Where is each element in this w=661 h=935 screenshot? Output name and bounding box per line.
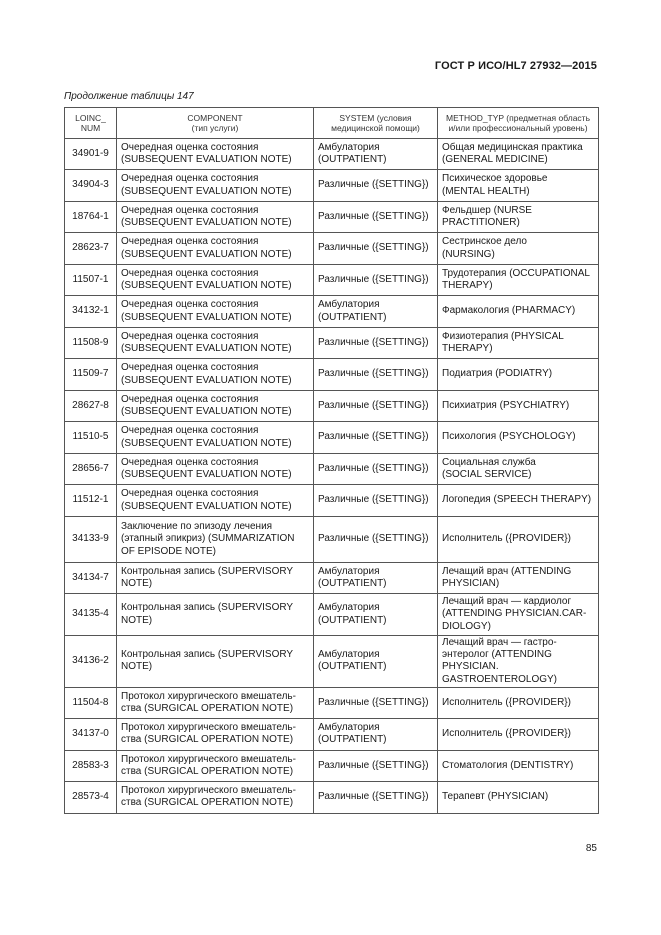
cell-line: Контрольная запись (SUPERVISORY bbox=[121, 565, 294, 577]
cell-line: Лечащий врач — гастро- bbox=[442, 637, 557, 648]
cell-component bbox=[117, 296, 314, 328]
cell-line: (SUBSEQUENT EVALUATION NOTE) bbox=[121, 185, 292, 197]
cell-method-typ bbox=[438, 636, 599, 688]
cell-line: (OUTPATIENT) bbox=[318, 614, 387, 626]
cell-system bbox=[314, 359, 438, 391]
table-row bbox=[65, 563, 599, 594]
table-row bbox=[65, 170, 599, 202]
cell-line: PRACTITIONER) bbox=[442, 217, 520, 228]
cell-line: (NURSING) bbox=[442, 248, 495, 260]
cell-method-typ bbox=[438, 265, 599, 296]
cell-loinc-num: 34904-3 bbox=[65, 170, 117, 202]
cell-loinc-num: 28583-3 bbox=[65, 750, 117, 781]
cell-method-typ bbox=[438, 750, 599, 781]
cell-line: DIOLOGY) bbox=[442, 620, 491, 632]
cell-method-typ bbox=[438, 139, 599, 170]
cell-line: Амбулатория bbox=[318, 602, 380, 614]
cell-line: Протокол хирургического вмешатель- bbox=[121, 722, 296, 734]
cell-system bbox=[314, 750, 438, 781]
cell-line: (SUBSEQUENT EVALUATION NOTE) bbox=[121, 248, 292, 260]
cell-line: (SUBSEQUENT EVALUATION NOTE) bbox=[121, 469, 292, 480]
cell-line: Лечащий врач — кардиолог bbox=[442, 596, 572, 608]
cell-line: (SUBSEQUENT EVALUATION NOTE) bbox=[121, 280, 292, 291]
cell-line: Контрольная запись (SUPERVISORY bbox=[121, 602, 294, 614]
cell-line: Подиатрия (PODIATRY) bbox=[442, 368, 553, 380]
cell-line: Различные ({SETTING}) bbox=[318, 210, 429, 222]
cell-component bbox=[117, 422, 314, 454]
cell-component bbox=[117, 328, 314, 359]
cell-line: NOTE) bbox=[121, 661, 153, 673]
cell-method-typ bbox=[438, 454, 599, 485]
cell-system bbox=[314, 265, 438, 296]
table-row bbox=[65, 687, 599, 718]
cell-method-typ bbox=[438, 594, 599, 636]
cell-line: Очередная оценка состояния bbox=[121, 330, 259, 342]
table-row bbox=[65, 391, 599, 422]
document-code: ГОСТ Р ИСО/HL7 27932—2015 bbox=[434, 60, 597, 72]
cell-component bbox=[117, 359, 314, 391]
cell-system bbox=[314, 485, 438, 517]
cell-loinc-num: 28627-8 bbox=[65, 391, 117, 422]
cell-system bbox=[314, 328, 438, 359]
cell-line: Амбулатория bbox=[318, 299, 380, 311]
cell-line: Психическое здоровье bbox=[442, 173, 548, 185]
cell-system bbox=[314, 422, 438, 454]
cell-system bbox=[314, 563, 438, 594]
cell-system bbox=[314, 170, 438, 202]
cell-component bbox=[117, 517, 314, 563]
table-body bbox=[65, 139, 599, 814]
cell-method-typ bbox=[438, 422, 599, 454]
cell-line: Различные ({SETTING}) bbox=[318, 242, 429, 254]
cell-line: (GENERAL MEDICINE) bbox=[442, 154, 548, 165]
cell-line: Очередная оценка состояния bbox=[121, 488, 259, 500]
cell-system bbox=[314, 718, 438, 750]
cell-line: Исполнитель ({PROVIDER}) bbox=[442, 696, 571, 708]
header-component: COMPONENT (тип услуги) bbox=[117, 108, 314, 139]
cell-line: Физиотерапия (PHYSICAL bbox=[442, 330, 564, 342]
cell-line: Амбулатория bbox=[318, 565, 380, 577]
cell-line: Очередная оценка состояния bbox=[121, 393, 259, 405]
cell-line: ства (SURGICAL OPERATION NOTE) bbox=[121, 797, 294, 809]
cell-line: Заключение по эпизоду лечения bbox=[121, 521, 273, 533]
cell-line: (OUTPATIENT) bbox=[318, 311, 387, 323]
table-row bbox=[65, 359, 599, 391]
cell-line: ства (SURGICAL OPERATION NOTE) bbox=[121, 734, 294, 746]
cell-component bbox=[117, 139, 314, 170]
cell-line: Различные ({SETTING}) bbox=[318, 462, 429, 474]
table-row bbox=[65, 636, 599, 688]
cell-loinc-num: 28623-7 bbox=[65, 233, 117, 265]
cell-line: THERAPY) bbox=[442, 280, 493, 291]
cell-component bbox=[117, 202, 314, 233]
cell-line: Исполнитель ({PROVIDER}) bbox=[442, 533, 571, 545]
cell-line: (SUBSEQUENT EVALUATION NOTE) bbox=[121, 311, 292, 323]
cell-method-typ bbox=[438, 563, 599, 594]
table-row bbox=[65, 265, 599, 296]
cell-component bbox=[117, 781, 314, 813]
cell-line: Различные ({SETTING}) bbox=[318, 696, 429, 708]
cell-loinc-num: 11510-5 bbox=[65, 422, 117, 454]
table-continuation-caption: Продолжение таблицы 147 bbox=[64, 91, 194, 102]
cell-line: Различные ({SETTING}) bbox=[318, 533, 429, 545]
header-system: SYSTEM (условия медицинской помощи) bbox=[314, 108, 438, 139]
cell-line: Логопедия (SPEECH THERAPY) bbox=[442, 494, 592, 506]
table-row bbox=[65, 422, 599, 454]
cell-loinc-num: 34137-0 bbox=[65, 718, 117, 750]
cell-line: (OUTPATIENT) bbox=[318, 661, 387, 673]
cell-line: (этапный эпикриз) (SUMMARIZATION bbox=[121, 533, 295, 545]
cell-method-typ bbox=[438, 328, 599, 359]
cell-line: (OUTPATIENT) bbox=[318, 734, 387, 746]
cell-line: PHYSICIAN) bbox=[442, 578, 500, 589]
table-row bbox=[65, 454, 599, 485]
cell-line: (SUBSEQUENT EVALUATION NOTE) bbox=[121, 343, 292, 354]
table-row bbox=[65, 139, 599, 170]
cell-loinc-num: 11504-8 bbox=[65, 687, 117, 718]
cell-component bbox=[117, 563, 314, 594]
cell-method-typ bbox=[438, 687, 599, 718]
cell-line: PHYSICIAN. bbox=[442, 661, 499, 673]
cell-line: Очередная оценка состояния bbox=[121, 236, 259, 248]
cell-line: Фармакология (PHARMACY) bbox=[442, 305, 576, 317]
loinc-table bbox=[64, 107, 599, 814]
cell-line: Стоматология (DENTISTRY) bbox=[442, 759, 574, 771]
cell-component bbox=[117, 718, 314, 750]
cell-line: (SUBSEQUENT EVALUATION NOTE) bbox=[121, 374, 292, 386]
cell-component bbox=[117, 265, 314, 296]
cell-loinc-num: 34135-4 bbox=[65, 594, 117, 636]
cell-line: Амбулатория bbox=[318, 649, 380, 661]
table-row bbox=[65, 233, 599, 265]
cell-line: ства (SURGICAL OPERATION NOTE) bbox=[121, 765, 294, 777]
cell-line: Фельдшер (NURSE bbox=[442, 204, 532, 216]
table-row bbox=[65, 718, 599, 750]
cell-component bbox=[117, 594, 314, 636]
cell-line: Общая медицинская практика bbox=[442, 141, 583, 153]
cell-line: Различные ({SETTING}) bbox=[318, 368, 429, 380]
cell-method-typ bbox=[438, 485, 599, 517]
cell-system bbox=[314, 296, 438, 328]
cell-system bbox=[314, 454, 438, 485]
cell-line: NOTE) bbox=[121, 578, 153, 589]
cell-line: Очередная оценка состояния bbox=[121, 141, 259, 153]
cell-line: Протокол хирургического вмешатель- bbox=[121, 690, 296, 702]
cell-method-typ bbox=[438, 781, 599, 813]
cell-component bbox=[117, 636, 314, 688]
cell-line: ства (SURGICAL OPERATION NOTE) bbox=[121, 702, 294, 714]
cell-system bbox=[314, 781, 438, 813]
cell-system bbox=[314, 391, 438, 422]
cell-component bbox=[117, 233, 314, 265]
cell-method-typ bbox=[438, 233, 599, 265]
cell-method-typ bbox=[438, 718, 599, 750]
table-row bbox=[65, 202, 599, 233]
cell-component bbox=[117, 750, 314, 781]
cell-component bbox=[117, 485, 314, 517]
cell-line: Амбулатория bbox=[318, 141, 380, 153]
cell-loinc-num: 11509-7 bbox=[65, 359, 117, 391]
cell-loinc-num: 34901-9 bbox=[65, 139, 117, 170]
cell-method-typ bbox=[438, 517, 599, 563]
cell-line: (SUBSEQUENT EVALUATION NOTE) bbox=[121, 437, 292, 449]
cell-line: Сестринское дело bbox=[442, 236, 527, 248]
cell-loinc-num: 18764-1 bbox=[65, 202, 117, 233]
cell-component bbox=[117, 391, 314, 422]
page-number: 85 bbox=[585, 843, 597, 854]
cell-loinc-num: 34132-1 bbox=[65, 296, 117, 328]
cell-system bbox=[314, 594, 438, 636]
cell-loinc-num: 11512-1 bbox=[65, 485, 117, 517]
cell-system bbox=[314, 139, 438, 170]
cell-line: Различные ({SETTING}) bbox=[318, 791, 429, 803]
cell-loinc-num: 28573-4 bbox=[65, 781, 117, 813]
cell-system bbox=[314, 517, 438, 563]
cell-line: Различные ({SETTING}) bbox=[318, 399, 429, 411]
cell-line: (SUBSEQUENT EVALUATION NOTE) bbox=[121, 217, 292, 228]
cell-line: Психология (PSYCHOLOGY) bbox=[442, 431, 576, 443]
cell-line: GASTROENTEROLOGY) bbox=[442, 673, 558, 685]
cell-line: Очередная оценка состояния bbox=[121, 299, 259, 311]
table-row bbox=[65, 296, 599, 328]
table-row bbox=[65, 594, 599, 636]
table-row bbox=[65, 485, 599, 517]
cell-line: Очередная оценка состояния bbox=[121, 204, 259, 216]
cell-line: OF EPISODE NOTE) bbox=[121, 545, 217, 557]
cell-line: Исполнитель ({PROVIDER}) bbox=[442, 728, 571, 740]
cell-loinc-num: 34136-2 bbox=[65, 636, 117, 688]
cell-line: (OUTPATIENT) bbox=[318, 154, 387, 165]
header-method-typ: METHOD_TYP (предметная область и/или профессиональный уровень) bbox=[438, 108, 599, 139]
cell-loinc-num: 11507-1 bbox=[65, 265, 117, 296]
cell-loinc-num: 11508-9 bbox=[65, 328, 117, 359]
cell-component bbox=[117, 687, 314, 718]
table-row bbox=[65, 750, 599, 781]
cell-component bbox=[117, 170, 314, 202]
cell-loinc-num: 34134-7 bbox=[65, 563, 117, 594]
cell-line: Протокол хирургического вмешатель- bbox=[121, 753, 296, 765]
cell-line: (OUTPATIENT) bbox=[318, 578, 387, 589]
cell-line: Трудотерапия (OCCUPATIONAL bbox=[442, 267, 590, 279]
table-row bbox=[65, 517, 599, 563]
cell-system bbox=[314, 636, 438, 688]
table-row bbox=[65, 328, 599, 359]
cell-line: (SUBSEQUENT EVALUATION NOTE) bbox=[121, 154, 292, 165]
cell-line: Различные ({SETTING}) bbox=[318, 179, 429, 191]
cell-line: Очередная оценка состояния bbox=[121, 362, 259, 374]
cell-method-typ bbox=[438, 391, 599, 422]
cell-line: NOTE) bbox=[121, 614, 153, 626]
cell-line: Различные ({SETTING}) bbox=[318, 273, 429, 285]
cell-method-typ bbox=[438, 170, 599, 202]
cell-system bbox=[314, 202, 438, 233]
cell-line: Контрольная запись (SUPERVISORY bbox=[121, 649, 294, 661]
cell-method-typ bbox=[438, 296, 599, 328]
cell-line: THERAPY) bbox=[442, 343, 493, 354]
cell-system bbox=[314, 687, 438, 718]
cell-line: Психиатрия (PSYCHIATRY) bbox=[442, 399, 570, 411]
cell-method-typ bbox=[438, 359, 599, 391]
cell-line: Очередная оценка состояния bbox=[121, 456, 259, 468]
table-header-row bbox=[65, 108, 599, 139]
cell-line: (ATTENDING PHYSICIAN.CAR- bbox=[442, 608, 587, 620]
cell-line: Различные ({SETTING}) bbox=[318, 431, 429, 443]
cell-method-typ bbox=[438, 202, 599, 233]
table-row bbox=[65, 781, 599, 813]
cell-line: Различные ({SETTING}) bbox=[318, 494, 429, 506]
cell-line: (SUBSEQUENT EVALUATION NOTE) bbox=[121, 500, 292, 512]
cell-line: (MENTAL HEALTH) bbox=[442, 185, 530, 197]
cell-line: Протокол хирургического вмешатель- bbox=[121, 785, 296, 797]
cell-system bbox=[314, 233, 438, 265]
cell-loinc-num: 28656-7 bbox=[65, 454, 117, 485]
cell-line: Различные ({SETTING}) bbox=[318, 759, 429, 771]
cell-line: Очередная оценка состояния bbox=[121, 425, 259, 437]
cell-line: Различные ({SETTING}) bbox=[318, 336, 429, 348]
cell-line: Очередная оценка состояния bbox=[121, 173, 259, 185]
cell-line: Терапевт (PHYSICIAN) bbox=[442, 791, 549, 803]
cell-line: Очередная оценка состояния bbox=[121, 267, 259, 279]
cell-line: Амбулатория bbox=[318, 722, 380, 734]
cell-line: (SUBSEQUENT EVALUATION NOTE) bbox=[121, 406, 292, 417]
cell-line: Социальная служба bbox=[442, 456, 536, 468]
cell-loinc-num: 34133-9 bbox=[65, 517, 117, 563]
cell-line: энтеролог (ATTENDING bbox=[442, 649, 552, 661]
cell-line: (SOCIAL SERVICE) bbox=[442, 469, 532, 480]
cell-line: Лечащий врач (ATTENDING bbox=[442, 565, 572, 577]
header-loinc-num: LOINC_ NUM bbox=[65, 108, 117, 139]
cell-component bbox=[117, 454, 314, 485]
